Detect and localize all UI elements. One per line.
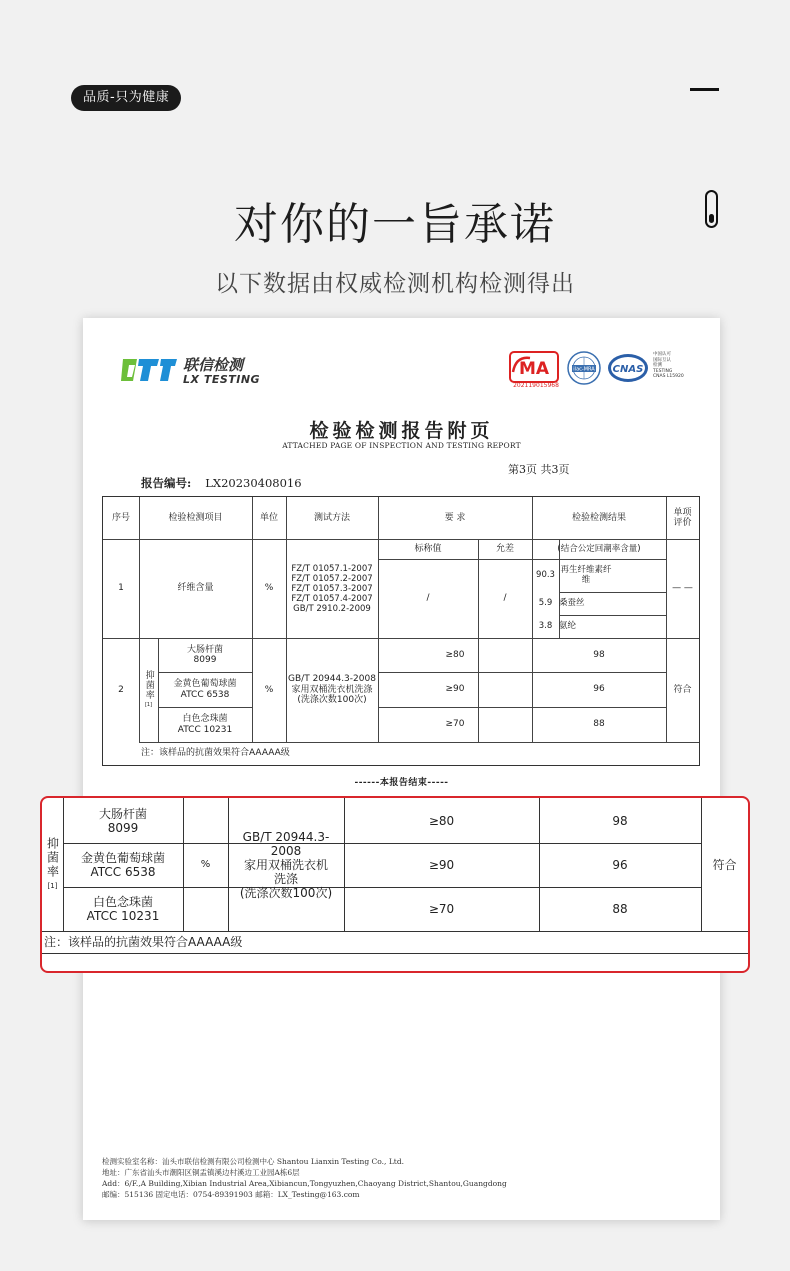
row1-verdict: — — [672, 583, 693, 594]
row2-bacteria-name: 大肠杆菌 8099 [186, 644, 223, 665]
report-number-label: 报告编号: [141, 476, 192, 490]
row1-nominal: / [426, 593, 430, 604]
zoom-group-note: [1] [47, 881, 58, 890]
row2-seq: 2 [118, 684, 124, 695]
header-result: 检验检测结果 [571, 512, 626, 523]
row1-item: 纤维含量 [177, 583, 214, 594]
zoom-verdict: 符合 [712, 857, 737, 872]
logo-text-en: LX TESTING [183, 373, 261, 386]
row2-requirement: ≥70 [445, 719, 465, 730]
footer-line: Add：6/F.,A Building,Xibian Industrial Area,Xibiancun,Tongyuzhen,Chaoyang District,Shantou,Guangdong [102, 1179, 507, 1188]
header-verdict: 单项评价 [673, 507, 692, 528]
report-table [102, 496, 700, 766]
cma-code: 202119015968 [513, 382, 559, 389]
header-tolerance: 允差 [495, 543, 514, 554]
header-requirement: 要 求 [444, 512, 466, 523]
footer-line: 邮编：515136 固定电话：0754-89391903 邮箱：LX_Testing@163.com [102, 1190, 360, 1199]
certification-marks [508, 348, 698, 392]
report-number [141, 475, 302, 491]
zoom-bacteria-name: 大肠杆菌 8099 [98, 806, 147, 835]
row2-verdict: 符合 [673, 684, 692, 695]
footer-line: 检测实验室名称：汕头市联信检测有限公司检测中心 Shantou Lianxin Testing Co., Ltd. [102, 1157, 405, 1166]
header-nominal: 标称值 [414, 543, 442, 554]
zoom-table [42, 798, 748, 971]
zoom-unit: % [200, 858, 211, 870]
row2-requirement: ≥90 [445, 684, 465, 695]
row2-group-note: [1] [144, 701, 153, 708]
report-end-line: ------本报告结束----- [354, 778, 449, 788]
row2-result: 96 [593, 684, 605, 695]
cnas-caption-line: TESTING [653, 368, 673, 374]
menu-dash-icon[interactable] [690, 88, 719, 91]
row1-unit: % [264, 583, 274, 594]
cnas-caption-line: 国际互认 [653, 357, 671, 363]
footer-line: 地址：广东省汕头市潮阳区铜盂镇溪边村溪边工业园A栋6层 [102, 1168, 300, 1177]
quality-badge: 品质-只为健康 [71, 85, 181, 111]
cnas-icon [606, 352, 650, 384]
svg-text:MA: MA [518, 359, 550, 379]
logo-text-cn: 联信检测 [183, 356, 244, 374]
zoom-note: 注：该样品的抗菌效果符合AAAAA级 [44, 935, 243, 949]
svg-text:CNAS: CNAS [612, 364, 644, 375]
cnas-caption [653, 352, 684, 380]
header-method: 测试方法 [313, 512, 350, 523]
report-title-en: ATTACHED PAGE OF INSPECTION AND TESTING REPORT [282, 441, 521, 450]
row1-tolerance: / [503, 593, 507, 604]
zoom-result: 96 [612, 858, 628, 872]
page-subtitle: 以下数据由权威检测机构检测得出 [215, 271, 575, 297]
row1-result-fiber: 桑蚕丝 [559, 598, 585, 609]
zoom-result: 88 [612, 902, 628, 916]
report-footer [102, 1156, 507, 1200]
row1-result-value: 5.9 [538, 598, 553, 609]
row2-bacteria-name: 金黄色葡萄球菌 ATCC 6538 [173, 679, 237, 700]
zoom-method: GB/T 20944.3-2008 家用双桶洗衣机 洗涤 (洗涤次数100次) [239, 829, 333, 900]
zoom-bacteria-name: 金黄色葡萄球菌 ATCC 6538 [80, 851, 165, 879]
cnas-caption-line: 中国认可 [653, 352, 671, 357]
row2-result: 98 [593, 649, 605, 660]
zoom-requirement: ≥80 [428, 813, 455, 828]
header-result-sub: (结合公定回潮率含量) [557, 543, 641, 554]
row1-result-fiber: 再生纤维素纤维 [560, 565, 612, 585]
row1-result-fiber: 氨纶 [559, 621, 577, 632]
report-title: 检验检测报告附页 [309, 420, 494, 442]
zoom-group-label: 抑菌率 [45, 836, 60, 879]
row2-method: GB/T 20944.3-2008 家用双桶洗衣机洗涤 (洗涤次数100次) [288, 674, 376, 706]
ilac-mra-icon [566, 350, 602, 386]
header-item: 检验检测项目 [168, 512, 223, 523]
row1-method: FZ/T 01057.1-2007 FZ/T 01057.2-2007 FZ/T 01057.3-2007 FZ/T 01057.4-2007 GB/T 2910.2-2009 [291, 563, 373, 614]
row1-result-value: 3.8 [538, 621, 553, 632]
highlight-zoom-panel [40, 796, 750, 973]
zoom-requirement: ≥70 [428, 902, 455, 916]
zoom-result: 98 [612, 813, 628, 828]
row2-result: 88 [593, 719, 605, 730]
header-seq: 序号 [111, 512, 130, 523]
zoom-group [42, 798, 63, 931]
zoom-bacteria-name: 白色念珠菌 ATCC 10231 [86, 895, 160, 923]
zoom-requirement: ≥90 [428, 858, 455, 872]
header-unit: 单位 [259, 512, 278, 523]
report-number-value: LX20230408016 [205, 476, 302, 490]
report-document [83, 318, 720, 1220]
row2-requirement: ≥80 [445, 649, 465, 660]
row2-note: 注：该样品的抗菌效果符合AAAAA级 [141, 747, 290, 758]
row2-unit: % [264, 684, 274, 695]
lx-logo-icon [119, 355, 179, 385]
cnas-caption-line: CNAS L15920 [653, 374, 684, 380]
svg-text:ilac-MRA: ilac-MRA [573, 366, 595, 373]
row1-seq: 1 [118, 583, 124, 594]
row1-result-value: 90.3 [536, 570, 555, 581]
row2-group-label: 抑菌率 [143, 669, 154, 700]
page-title: 对你的一旨承诺 [234, 199, 556, 250]
row2-bacteria-name: 白色念珠菌 ATCC 10231 [177, 714, 233, 735]
row2-group [139, 638, 158, 742]
cnas-caption-line: 检测 [653, 363, 662, 369]
page-number: 第3页 共3页 [508, 463, 570, 476]
